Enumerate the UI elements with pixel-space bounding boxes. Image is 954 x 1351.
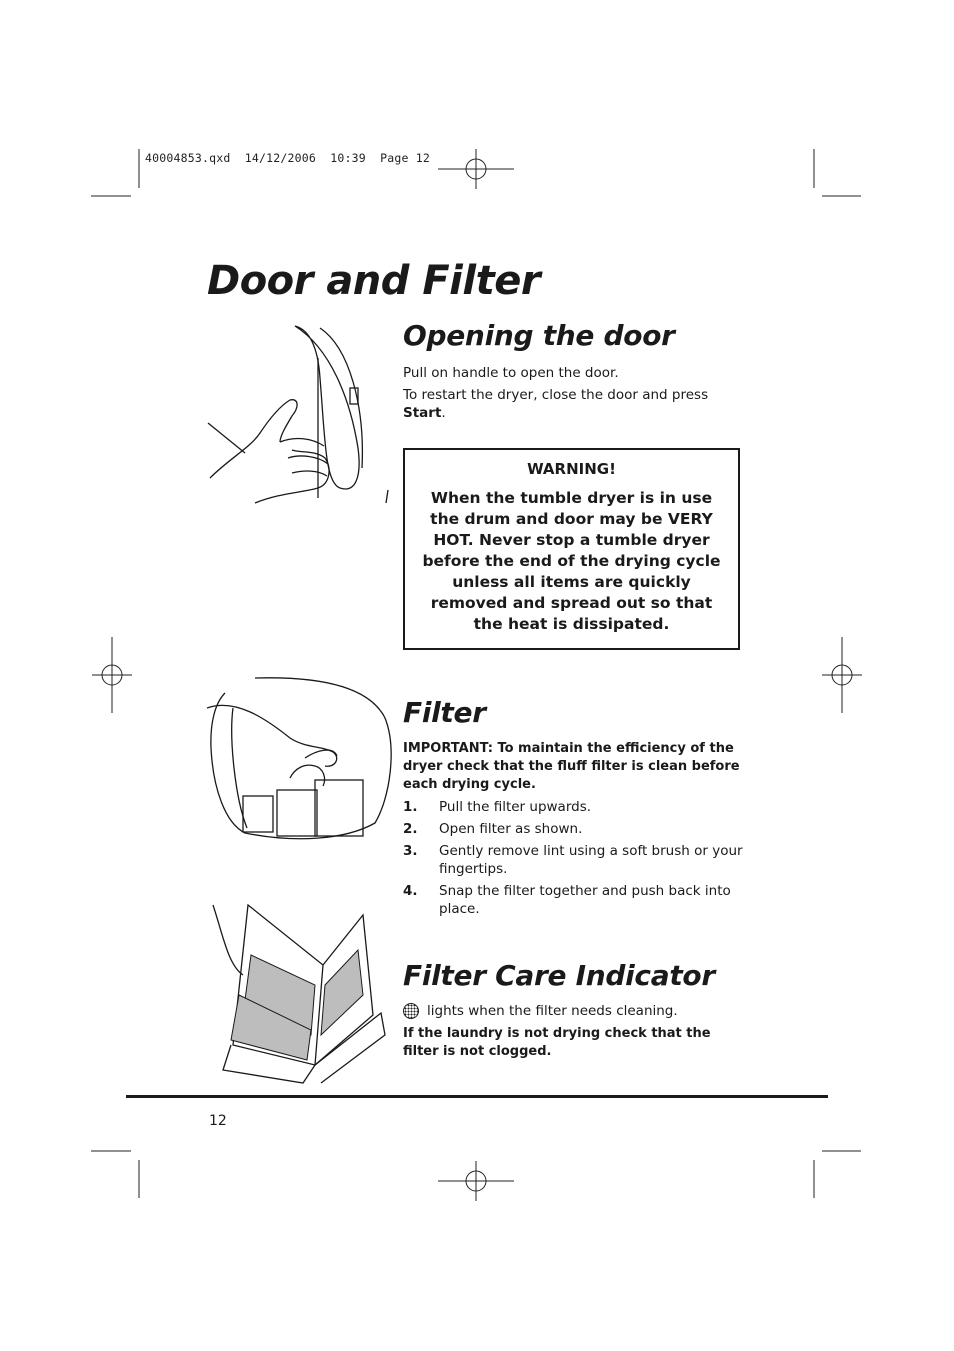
step-text: Pull the filter upwards.	[439, 799, 592, 815]
start-keyword: Start	[403, 405, 442, 421]
opening-line-2	[403, 386, 743, 422]
filter-section-text	[403, 740, 743, 922]
page-title: Door and Filter	[207, 258, 541, 304]
footer-rule	[126, 1095, 828, 1098]
filter-indicator-text	[403, 1002, 748, 1065]
opening-line-2-period: .	[441, 405, 446, 421]
list-item	[403, 798, 743, 816]
opening-door-heading: Opening the door	[403, 319, 675, 352]
indicator-line-text: lights when the filter needs cleaning.	[427, 1003, 678, 1019]
step-number: 1.	[403, 799, 418, 815]
opening-line-2-text: To restart the dryer, close the door and press	[403, 387, 709, 403]
step-number: 3.	[403, 843, 418, 859]
filter-heading: Filter	[403, 696, 486, 729]
warning-box	[403, 448, 740, 650]
list-item	[403, 842, 743, 878]
list-item	[403, 820, 743, 838]
filter-removal-illustration	[205, 668, 395, 848]
open-filter-illustration	[203, 895, 393, 1085]
step-text: Snap the filter together and push back into place.	[439, 883, 731, 917]
filter-important-note: IMPORTANT: To maintain the efficiency of the dryer check that the fluff filter is clean before each drying cycle.	[403, 741, 740, 792]
filter-care-indicator-heading: Filter Care Indicator	[403, 959, 715, 992]
opening-door-text	[403, 364, 743, 426]
step-text: Gently remove lint using a soft brush or your fingertips.	[439, 843, 743, 877]
indicator-line	[403, 1002, 748, 1020]
warning-body: When the tumble dryer is in use the drum and door may be VERY HOT. Never stop a tumble dryer before the end of the drying cycle unless all items are quickly removed and spread out so that the heat is dissipated.	[422, 489, 721, 633]
indicator-note: If the laundry is not drying check that the filter is not clogged.	[403, 1026, 711, 1059]
door-opening-illustration	[200, 318, 400, 518]
filter-steps-list	[403, 798, 743, 918]
step-text: Open filter as shown.	[439, 821, 583, 837]
step-number: 2.	[403, 821, 418, 837]
list-item	[403, 882, 743, 918]
file-slug: 40004853.qxd 14/12/2006 10:39 Page 12	[145, 151, 430, 165]
opening-line-1: Pull on handle to open the door.	[403, 365, 619, 381]
warning-title: WARNING!	[527, 460, 616, 478]
step-number: 4.	[403, 883, 418, 899]
page-number: 12	[209, 1113, 227, 1129]
filter-indicator-icon	[403, 1003, 419, 1019]
